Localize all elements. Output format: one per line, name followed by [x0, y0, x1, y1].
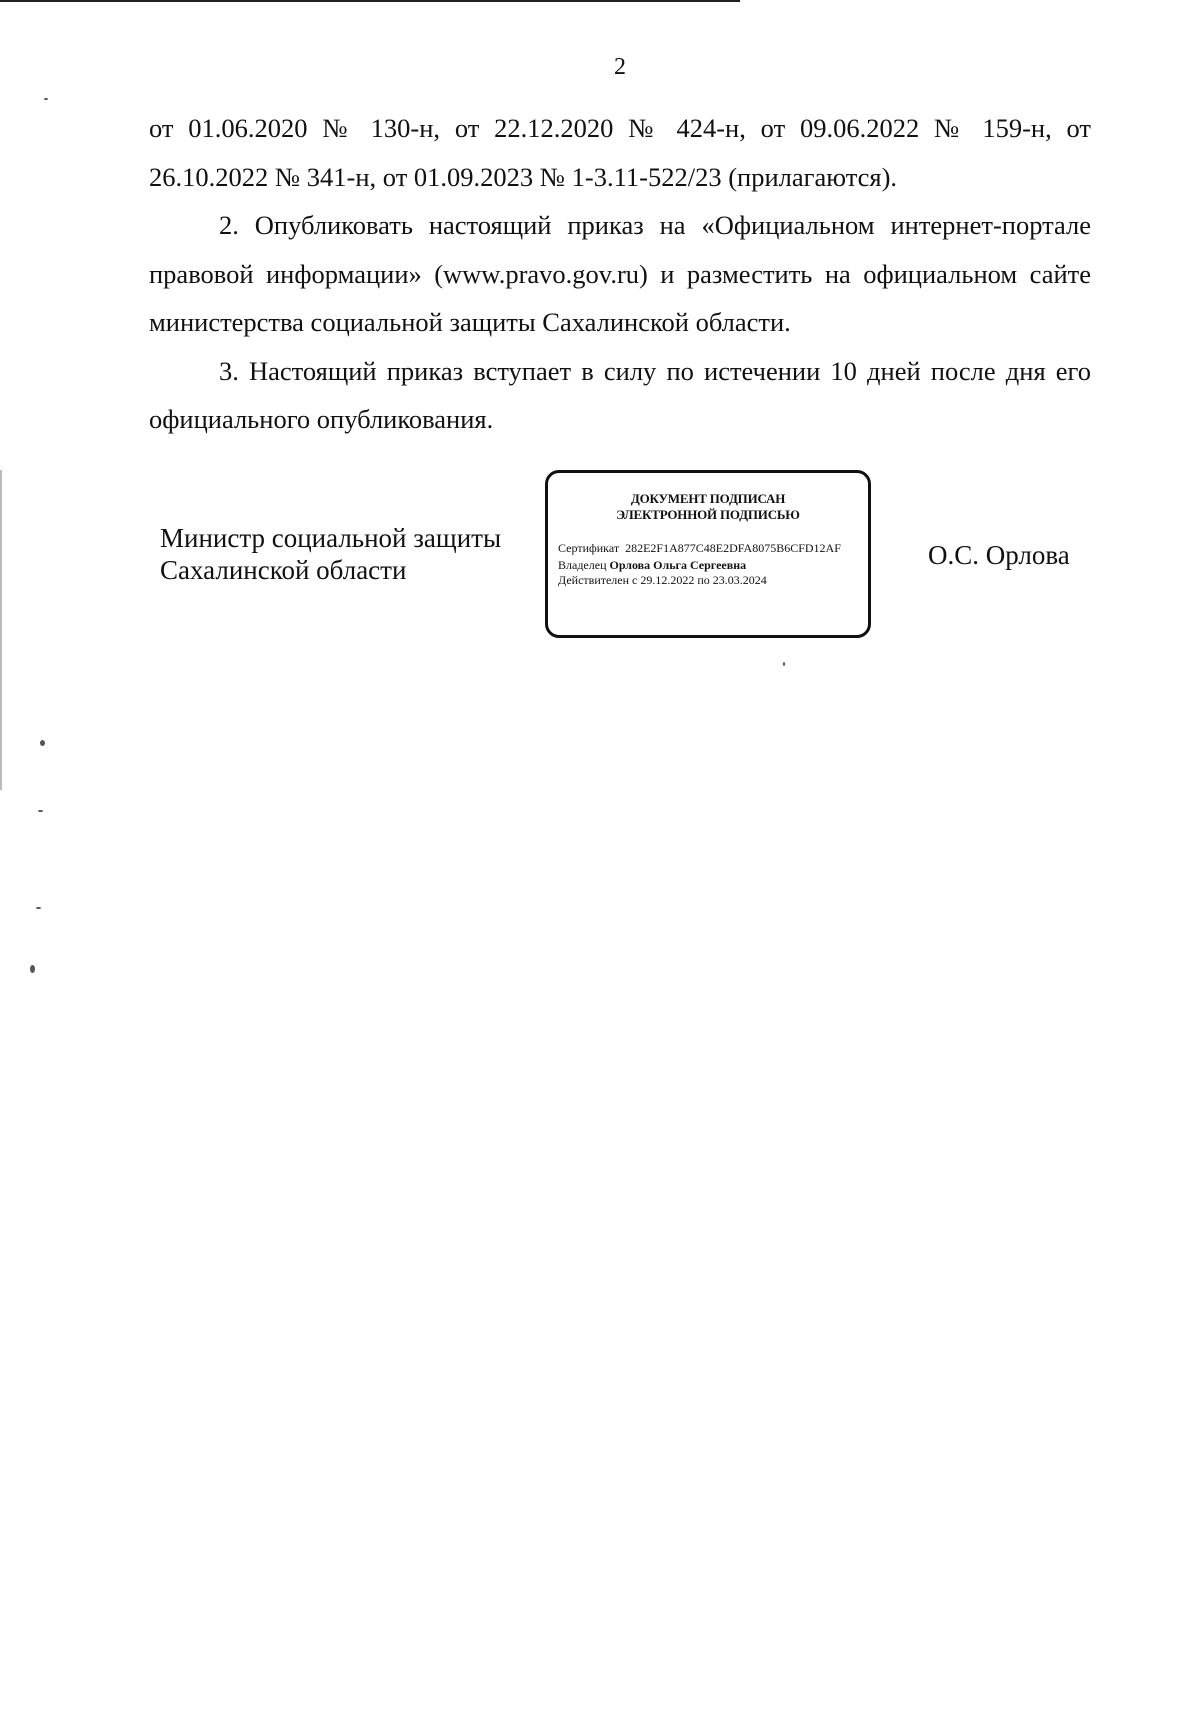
- stamp-owner-value: Орлова Ольга Сергеевна: [609, 558, 747, 572]
- signer-title: [160, 522, 501, 586]
- stamp-heading: [558, 491, 858, 523]
- scan-speck: [36, 907, 41, 909]
- signer-name: О.С. Орлова: [928, 540, 1070, 570]
- paragraph-continuation: от 01.06.2020 № 130-н, от 22.12.2020 № 424-н, от 09.06.2022 № 159-н, от 26.10.2022 № 341-н, от 01.09.2023 № 1-3.11-522/23 (прилагаются).: [149, 113, 1091, 192]
- page-number: 2: [614, 54, 626, 80]
- stamp-heading-line-2: ЭЛЕКТРОННОЙ ПОДПИСЬЮ: [616, 507, 800, 522]
- scan-top-edge: [0, 0, 740, 2]
- scan-left-edge: [0, 470, 2, 790]
- scan-speck: [44, 98, 48, 100]
- scan-speck: [783, 662, 785, 666]
- paragraph-2-publish: 2. Опубликовать настоящий приказ на «Официальном интернет-портале правовой информации» (www.pravo.gov.ru) и разместить на официальном сайте министерства социальной защиты Сахалинской области.: [149, 210, 1091, 337]
- stamp-certificate-value: 282E2F1A877C48E2DFA8075B6CFD12AF: [625, 541, 841, 555]
- stamp-heading-line-1: ДОКУМЕНТ ПОДПИСАН: [630, 491, 786, 506]
- stamp-certificate: [558, 541, 858, 556]
- scan-speck: [30, 965, 35, 973]
- scan-speck: [40, 740, 45, 746]
- stamp-validity: Действителен с 29.12.2022 по 23.03.2024: [558, 573, 767, 587]
- stamp-certificate-label: Сертификат: [558, 541, 620, 555]
- electronic-signature-stamp: [545, 470, 871, 638]
- stamp-owner: [558, 558, 858, 573]
- paragraph-3-effective: 3. Настоящий приказ вступает в силу по истечении 10 дней после дня его официального опубликования.: [149, 355, 1091, 434]
- signer-title-line-1: Министр социальной защиты: [160, 523, 502, 553]
- stamp-owner-label: Владелец: [558, 558, 607, 572]
- signer-title-line-2: Сахалинской области: [160, 555, 407, 585]
- scan-speck: [38, 810, 43, 812]
- document-body: [149, 104, 1091, 444]
